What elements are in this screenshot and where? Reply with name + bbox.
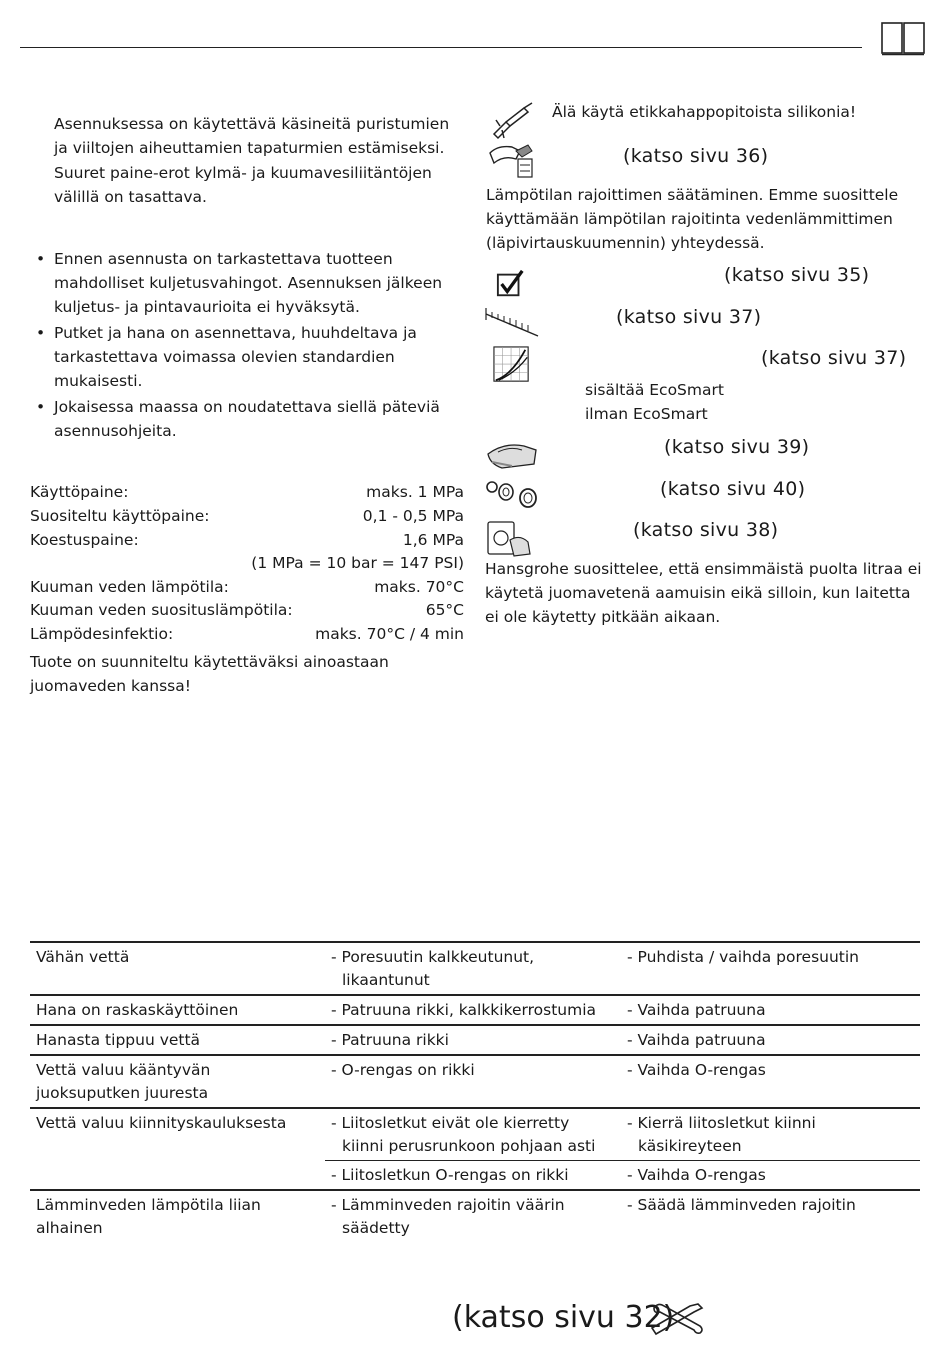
silicone-warning: Älä käytä etikkahappopitoista silikonia! <box>552 103 857 121</box>
remedy-cell: - Puhdista / vaihda poresuutin <box>621 942 920 995</box>
table-row <box>30 942 920 995</box>
hansgrohe-note: Hansgrohe suosittelee, että ensimmäistä puolta litraa ei käytetä juomavetenä aamuisin eikä silloin, kun laitetta ei ole käytetty pitkään aikaan. <box>485 560 922 626</box>
remedy-cell: - Vaihda O-rengas <box>621 1055 920 1108</box>
remedy-cell: - Säädä lämminveden rajoitin <box>621 1190 920 1242</box>
ref-page-38: (katso sivu 38) <box>633 519 779 541</box>
remedy-cell: - Kierrä liitosletkut kiinni käsikireyteen <box>621 1108 920 1161</box>
spec-row: Kuuman veden lämpötila: maks. 70°C <box>30 578 464 596</box>
drinking-water-note: Tuote on suunniteltu käytettäväksi ainoastaan juomaveden kanssa! <box>30 653 389 695</box>
silicone-gun-icon <box>488 100 536 140</box>
ref-page-40: (katso sivu 40) <box>660 478 806 500</box>
troubleshooting-table <box>30 941 920 1242</box>
spec-row: (1 MPa = 10 bar = 147 PSI) <box>251 554 464 572</box>
bullet-item: • Ennen asennusta on tarkastettava tuotteen mahdolliset kuljetusvahingot. Asennuksen jälkeen kuljetus- ja pintavaurioita ei hyväksytä. <box>36 247 456 319</box>
problem-cell: Lämminveden lämpötila liian alhainen <box>30 1190 325 1242</box>
header-rule <box>20 47 862 48</box>
table-row <box>30 1161 920 1191</box>
spec-row: Koestuspaine: 1,6 MPa <box>30 531 464 549</box>
problem-cell: Vettä valuu kääntyvän juoksuputken juuresta <box>30 1055 325 1108</box>
ref-page-32: (katso sivu 32) <box>452 1300 675 1335</box>
ref-page-37: (katso sivu 37) <box>616 306 762 328</box>
table-row <box>30 1025 920 1055</box>
cause-cell: - Patruuna rikki, kalkkikerrostumia <box>325 995 621 1025</box>
bullet-item: • Jokaisessa maassa on noudatettava siellä päteviä asennusohjeita. <box>36 395 456 443</box>
ruler-icon <box>484 306 540 340</box>
cause-cell: - Liitosletkun O-rengas on rikki <box>325 1161 621 1191</box>
cause-cell: - Lämminveden rajoitin väärin säädetty <box>325 1190 621 1242</box>
cause-cell: - Poresuutin kalkkeutunut, likaantunut <box>325 942 621 995</box>
faucet-aerator-icon <box>486 141 536 181</box>
remedy-cell: - Vaihda patruuna <box>621 995 920 1025</box>
problem-cell: Hana on raskaskäyttöinen <box>30 995 325 1025</box>
bullet-text: Jokaisessa maassa on noudatettava siellä päteviä asennusohjeita. <box>54 398 440 440</box>
problem-cell: Vähän vettä <box>30 942 325 995</box>
test-certificate-icon <box>484 518 534 558</box>
ref-page-36: (katso sivu 36) <box>623 145 769 167</box>
cause-cell: - Liitosletkut eivät ole kierretty kiinni perusrunkoon pohjaan asti <box>325 1108 621 1161</box>
ref-page-37b: (katso sivu 37) <box>761 347 907 369</box>
table-row <box>30 1055 920 1108</box>
flow-diagram-icon <box>493 346 531 384</box>
limiter-text: Lämpötilan rajoittimen säätäminen. Emme suosittele käyttämään lämpötilan rajoitinta vedenlämmittimen (läpivirtauskuumennin) yhteydessä. <box>486 186 899 252</box>
remedy-cell: - Vaihda O-rengas <box>621 1161 920 1191</box>
checkbox-icon <box>496 268 526 300</box>
problem-cell: Vettä valuu kiinnityskauluksesta <box>30 1108 325 1161</box>
ecosmart-without: ilman EcoSmart <box>585 405 708 423</box>
cause-cell: - Patruuna rikki <box>325 1025 621 1055</box>
problem-cell <box>30 1161 325 1191</box>
table-row <box>30 1190 920 1242</box>
spec-row: Suositeltu käyttöpaine: 0,1 - 0,5 MPa <box>30 507 464 525</box>
cause-cell: - O-rengas on rikki <box>325 1055 621 1108</box>
cleaning-hand-icon <box>484 436 540 470</box>
spec-row: Lämpödesinfektio: maks. 70°C / 4 min <box>30 625 464 643</box>
bullet-item: • Putket ja hana on asennettava, huuhdeltava ja tarkastettava voimassa olevien standardien mukaisesti. <box>36 321 456 393</box>
ref-page-39: (katso sivu 39) <box>664 436 810 458</box>
intro-pressure: Suuret paine-erot kylmä- ja kuumavesiliitäntöjen välillä on tasattava. <box>54 164 432 206</box>
bullet-text: Putket ja hana on asennettava, huuhdeltava ja tarkastettava voimassa olevien standardien mukaisesti. <box>54 324 417 390</box>
ecosmart-with: sisältää EcoSmart <box>585 381 724 399</box>
spec-row: Kuuman veden suosituslämpötila: 65°C <box>30 601 464 619</box>
book-icon <box>881 22 925 56</box>
spare-parts-icon <box>484 478 540 508</box>
spec-row: Käyttöpaine: maks. 1 MPa <box>30 483 464 501</box>
wrench-screwdriver-icon <box>650 1300 706 1336</box>
problem-cell: Hanasta tippuu vettä <box>30 1025 325 1055</box>
remedy-cell: - Vaihda patruuna <box>621 1025 920 1055</box>
ref-page-35: (katso sivu 35) <box>724 264 870 286</box>
table-row <box>30 1108 920 1161</box>
table-row <box>30 995 920 1025</box>
intro-gloves: Asennuksessa on käytettävä käsineitä puristumien ja viiltojen aiheuttamien tapaturmien estämiseksi. <box>54 115 450 157</box>
bullet-text: Ennen asennusta on tarkastettava tuotteen mahdolliset kuljetusvahingot. Asennuksen jälkeen kuljetus- ja pintavaurioita ei hyväksytä. <box>54 250 443 316</box>
